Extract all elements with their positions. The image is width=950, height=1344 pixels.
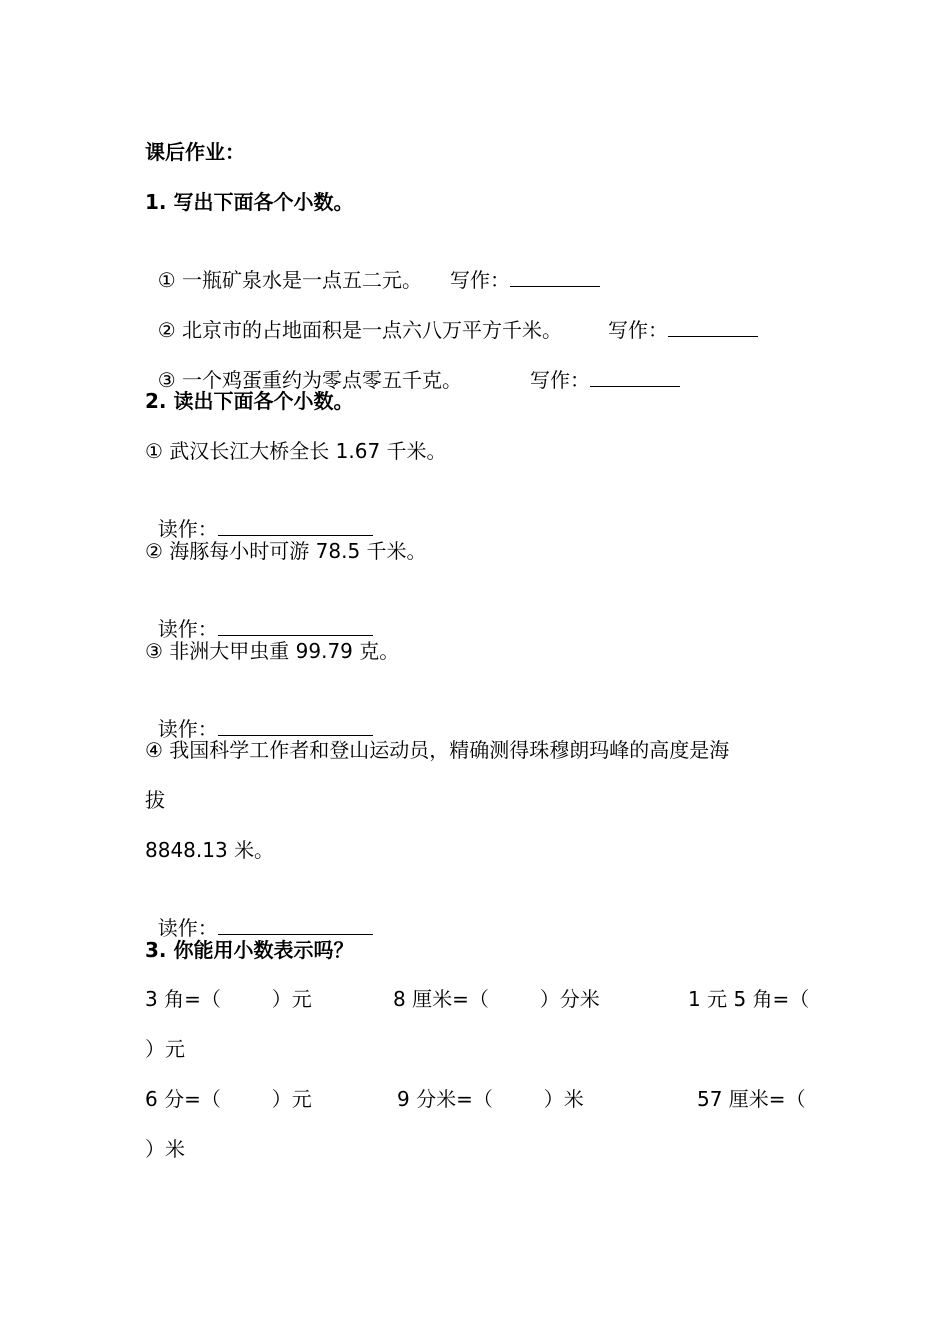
q1-item-1 [145, 238, 600, 294]
q3-row2-c2: ）米 [145, 1137, 185, 1161]
q3-row1-a: 3 角=（ ）元 [145, 987, 312, 1011]
answer-blank[interactable] [510, 266, 600, 287]
q2-item-3-label: 读作： [157, 717, 218, 741]
q2-heading: 2. 读出下面各个小数。 [145, 389, 354, 413]
answer-blank[interactable] [590, 366, 680, 387]
q3-row1-b: 8 厘米=（ ）分米 [393, 987, 600, 1011]
q1-item-1-text: ① 一瓶矿泉水是一点五二元。 [157, 268, 423, 292]
answer-blank[interactable] [218, 615, 373, 636]
q3-row1-c: 1 元 5 角=（ [688, 987, 810, 1011]
q3-row2-a: 6 分=（ ）元 [145, 1087, 312, 1111]
q2-item-3-answer [145, 687, 373, 743]
q1-item-3 [145, 338, 680, 394]
q2-item-4-text-line2: 拔 [145, 788, 165, 812]
q3-row2-b: 9 分米=（ ）米 [397, 1087, 584, 1111]
q2-item-4-text-line3: 8848.13 米。 [145, 838, 275, 862]
q1-item-3-text: ③ 一个鸡蛋重约为零点零五千克。 [157, 368, 463, 392]
q2-item-4-label: 读作： [157, 916, 218, 940]
q2-item-2-label: 读作： [157, 617, 218, 641]
answer-blank[interactable] [218, 515, 373, 536]
q2-item-4-text-line1: ④ 我国科学工作者和登山运动员，精确测得珠穆朗玛峰的高度是海 [145, 738, 730, 762]
q1-item-2-label: 写作： [608, 318, 669, 342]
q1-item-1-label: 写作： [450, 268, 511, 292]
q3-row2-c: 57 厘米=（ [697, 1087, 806, 1111]
answer-blank[interactable] [218, 914, 373, 935]
q2-item-1-text: ① 武汉长江大桥全长 1.67 千米。 [145, 439, 447, 463]
q1-item-2 [145, 288, 758, 344]
q3-row1-c2: ）元 [145, 1037, 185, 1061]
q2-item-4-answer [145, 886, 373, 942]
q2-item-2-answer [145, 587, 373, 643]
q2-item-2-text: ② 海豚每小时可游 78.5 千米。 [145, 539, 427, 563]
q1-heading: 1. 写出下面各个小数。 [145, 190, 354, 214]
q2-item-3-text: ③ 非洲大甲虫重 99.79 克。 [145, 639, 400, 663]
answer-blank[interactable] [218, 715, 373, 736]
answer-blank[interactable] [668, 316, 758, 337]
q2-item-1-answer [145, 487, 373, 543]
page-title: 课后作业： [145, 140, 245, 164]
q2-item-1-label: 读作： [157, 517, 218, 541]
q3-heading: 3. 你能用小数表示吗？ [145, 938, 354, 962]
q1-item-2-text: ② 北京市的占地面积是一点六八万平方千米。 [157, 318, 563, 342]
q1-item-3-label: 写作： [530, 368, 591, 392]
